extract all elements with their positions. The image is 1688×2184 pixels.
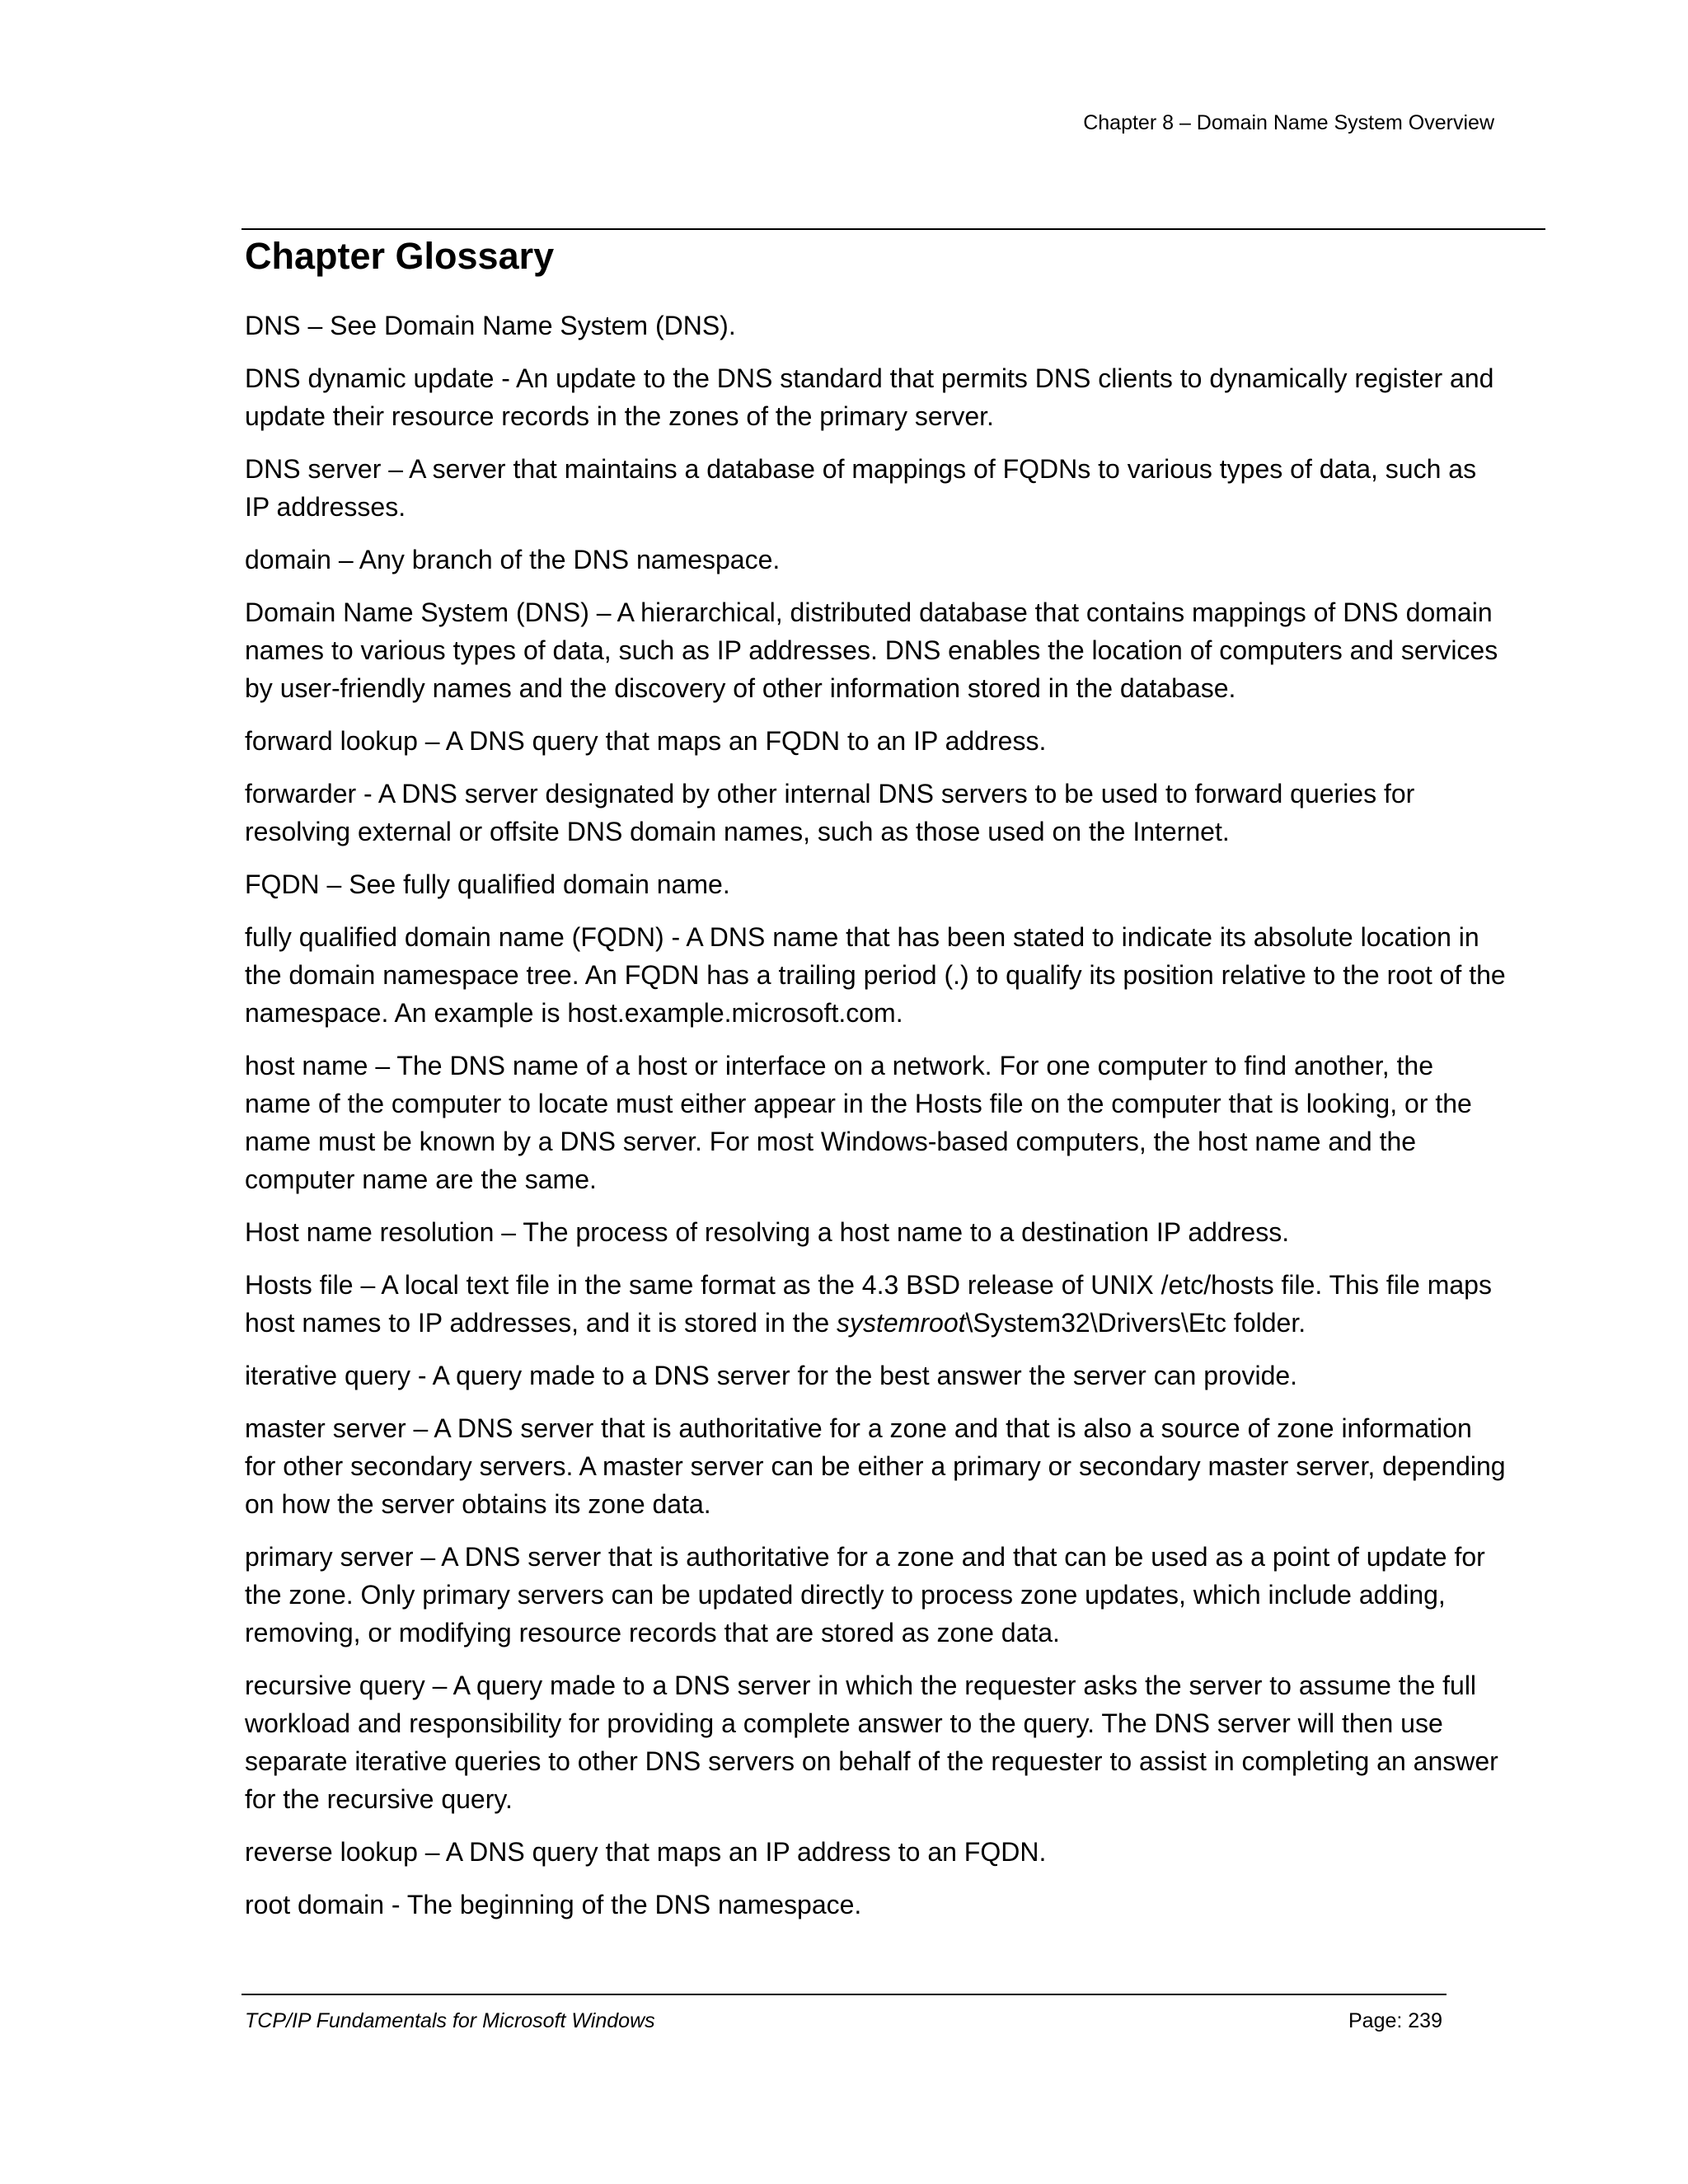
running-header: Chapter 8 – Domain Name System Overview [1083, 111, 1494, 134]
glossary-entry: recursive query – A query made to a DNS server in which the requester asks the server to assume the full workload and responsibility for providing a complete answer to the query. The DNS server will then use separate iterative queries to other DNS servers on behalf of the requester to assist in completing an answer for the recursive query. [245, 1671, 1498, 1814]
page-number: Page: 239 [1348, 2009, 1442, 2032]
glossary-entry: FQDN – See fully qualified domain name. [245, 869, 730, 899]
footer-book-title: TCP/IP Fundamentals for Microsoft Windows [245, 2009, 655, 2032]
glossary-entry: domain – Any branch of the DNS namespace. [245, 545, 781, 574]
glossary-entry: fully qualified domain name (FQDN) - A DNS name that has been stated to indicate its absolute location in the domain namespace tree. An FQDN has a trailing period (.) to qualify its position relative to the root of the namespace. An example is host.example.microsoft.com. [245, 922, 1506, 1028]
entry-text: Hosts file – A local text file in the same format as the 4.3 BSD release of UNIX /etc/hosts file. This file maps host names to IP addresses, and it is stored in the [245, 1270, 1492, 1338]
glossary-entry: iterative query - A query made to a DNS server for the best answer the server can provide. [245, 1361, 1298, 1390]
entry-text: \System32\Drivers\Etc folder. [965, 1308, 1306, 1338]
glossary-entry: primary server – A DNS server that is authoritative for a zone and that can be used as a point of update for the zone. Only primary servers can be updated directly to process zone updates, which include adding, removing, or modifying resource records that are stored as zone data. [245, 1542, 1485, 1647]
glossary-entry: host name – The DNS name of a host or interface on a network. For one computer to find another, the name of the computer to locate must either appear in the Hosts file on the computer that is looking, or the name must be known by a DNS server. For most Windows-based computers, the host name and the computer name are the same. [245, 1051, 1472, 1194]
entry-emphasis: systemroot [837, 1308, 966, 1338]
glossary-entry: DNS server – A server that maintains a database of mappings of FQDNs to various types of data, such as IP addresses. [245, 454, 1477, 522]
glossary-entry: reverse lookup – A DNS query that maps an IP address to an FQDN. [245, 1837, 1047, 1867]
footer-rule [241, 1994, 1447, 1995]
glossary-list [245, 307, 1506, 1938]
glossary-entry: root domain - The beginning of the DNS namespace. [245, 1890, 862, 1919]
glossary-entry: Host name resolution – The process of resolving a host name to a destination IP address. [245, 1217, 1290, 1247]
glossary-entry: forward lookup – A DNS query that maps an FQDN to an IP address. [245, 726, 1047, 756]
glossary-entry: Domain Name System (DNS) – A hierarchical, distributed database that contains mappings of DNS domain names to various types of data, such as IP addresses. DNS enables the location of computers and services by user-friendly names and the discovery of other information stored in the database. [245, 598, 1498, 703]
glossary-entry: DNS dynamic update - An update to the DNS standard that permits DNS clients to dynamically register and update their resource records in the zones of the primary server. [245, 363, 1494, 431]
glossary-entry-hosts-file [245, 1266, 1506, 1342]
glossary-entry: master server – A DNS server that is authoritative for a zone and that is also a source of zone information for other secondary servers. A master server can be either a primary or secondary master server, depending on how the server obtains its zone data. [245, 1413, 1506, 1519]
glossary-entry: DNS – See Domain Name System (DNS). [245, 311, 736, 340]
title-rule [241, 228, 1545, 230]
glossary-entry: forwarder - A DNS server designated by other internal DNS servers to be used to forward queries for resolving external or offsite DNS domain names, such as those used on the Internet. [245, 779, 1415, 846]
page-title: Chapter Glossary [245, 235, 555, 277]
